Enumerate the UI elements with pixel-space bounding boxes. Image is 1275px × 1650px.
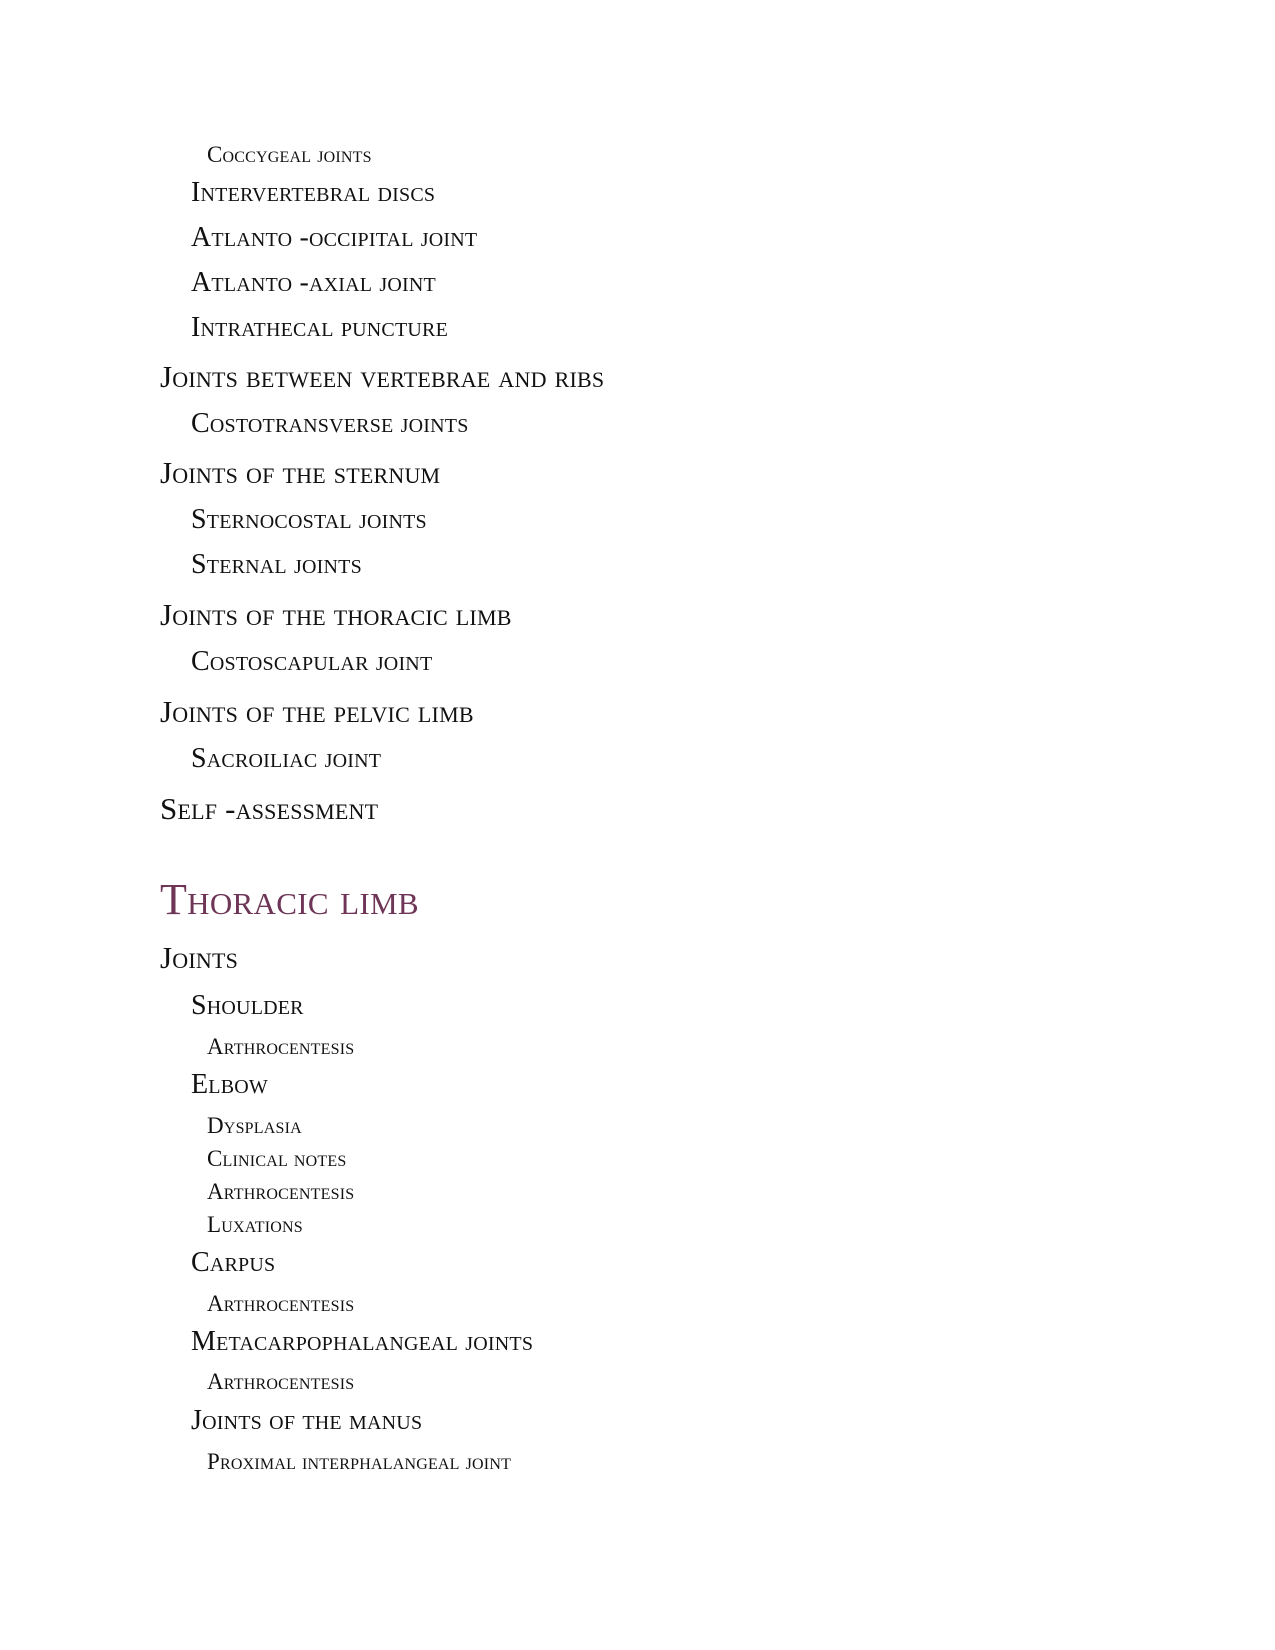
toc-entry-elbow-clinical-notes[interactable]: Clinical notes (207, 1146, 347, 1171)
toc-entry-elbow-luxations[interactable]: Luxations (207, 1212, 303, 1237)
toc-entry-sacroiliac-joint[interactable]: Sacroiliac joint (191, 743, 382, 774)
toc-entry-joints-of-manus[interactable]: Joints of the manus (191, 1405, 423, 1436)
toc-entry-proximal-interphalangeal-joint[interactable]: Proximal interphalangeal joint (207, 1449, 512, 1474)
toc-entry-joints-vertebrae-ribs[interactable]: Joints between vertebrae and ribs (160, 359, 605, 394)
toc-entry-joints-thoracic-limb[interactable]: Joints of the thoracic limb (160, 597, 512, 632)
toc-entry-joints-pelvic-limb[interactable]: Joints of the pelvic limb (160, 694, 474, 729)
toc-entry-costoscapular-joint[interactable]: Costoscapular joint (191, 646, 433, 677)
toc-entry-elbow-arthrocentesis[interactable]: Arthrocentesis (207, 1179, 355, 1204)
toc-entry-joints-of-sternum[interactable]: Joints of the sternum (160, 455, 441, 490)
chapter-heading-thoracic-limb[interactable]: Thoracic limb (160, 875, 419, 924)
toc-entry-costotransverse-joints[interactable]: Costotransverse joints (191, 408, 469, 439)
toc-entry-elbow-dysplasia[interactable]: Dysplasia (207, 1113, 302, 1138)
toc-entry-metacarpophalangeal-joints[interactable]: Metacarpophalangeal joints (191, 1326, 534, 1357)
toc-entry-carpus-arthrocentesis[interactable]: Arthrocentesis (207, 1291, 355, 1316)
toc-entry-self-assessment[interactable]: Self -assessment (160, 791, 379, 826)
toc-entry-joints[interactable]: Joints (160, 940, 239, 975)
toc-entry-sternal-joints[interactable]: Sternal joints (191, 549, 362, 580)
toc-entry-intervertebral-discs[interactable]: Intervertebral discs (191, 177, 436, 208)
toc-entry-elbow[interactable]: Elbow (191, 1069, 268, 1100)
toc-entry-atlanto-occipital-joint[interactable]: Atlanto -occipital joint (191, 222, 478, 253)
toc-entry-coccygeal-joints[interactable]: Coccygeal joints (207, 142, 372, 167)
toc-entry-carpus[interactable]: Carpus (191, 1247, 276, 1278)
toc-entry-intrathecal-puncture[interactable]: Intrathecal puncture (191, 312, 448, 343)
toc-entry-metacarpophalangeal-arthrocentesis[interactable]: Arthrocentesis (207, 1369, 355, 1394)
toc-entry-sternocostal-joints[interactable]: Sternocostal joints (191, 504, 427, 535)
toc-entry-shoulder-arthrocentesis[interactable]: Arthrocentesis (207, 1034, 355, 1059)
toc-entry-atlanto-axial-joint[interactable]: Atlanto -axial joint (191, 267, 436, 298)
toc-entry-shoulder[interactable]: Shoulder (191, 990, 304, 1021)
